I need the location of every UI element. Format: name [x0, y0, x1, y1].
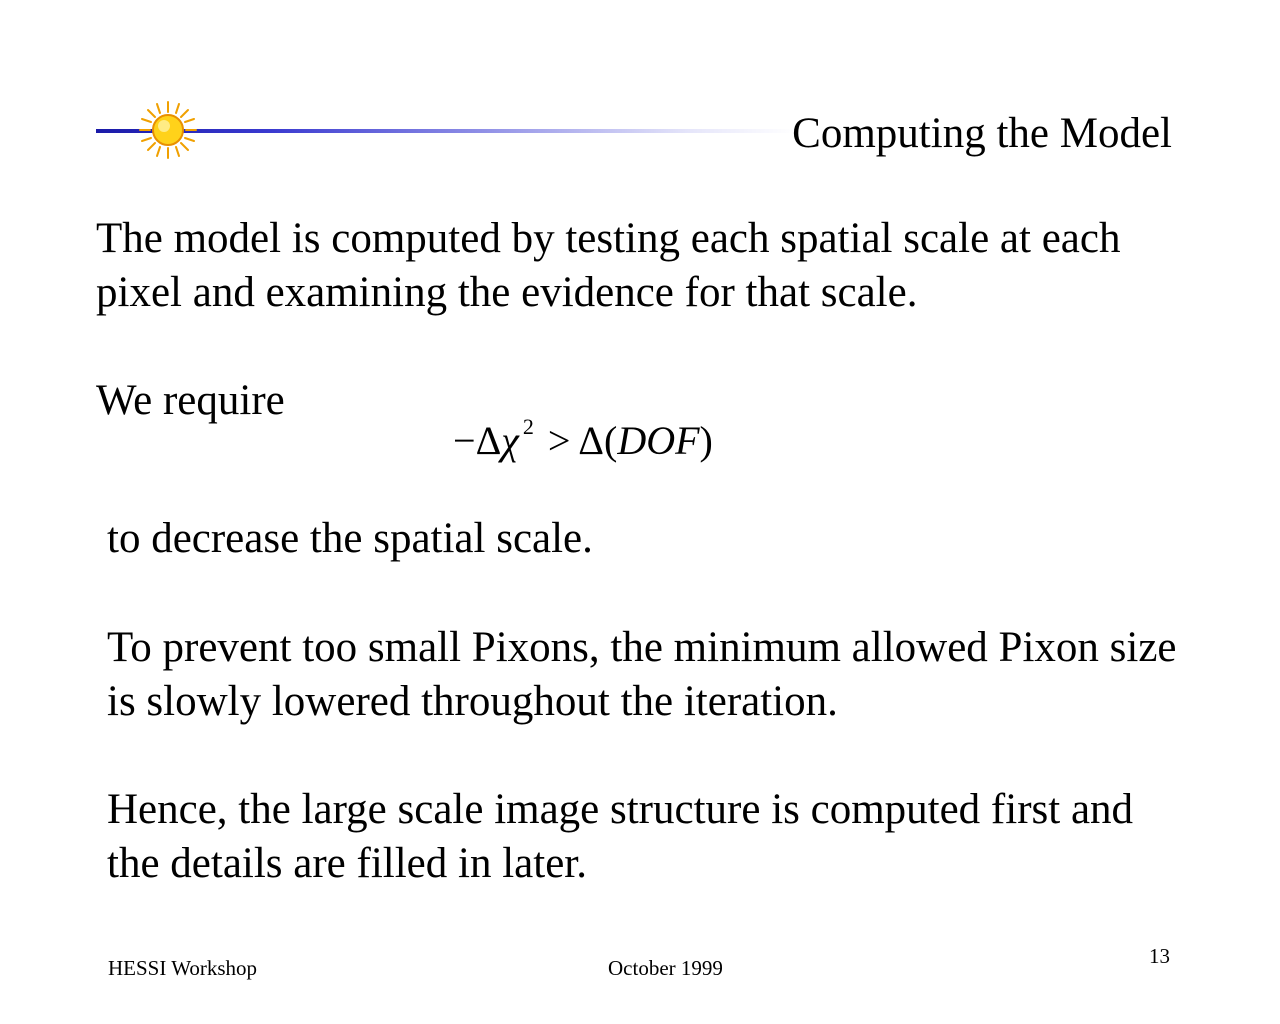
- text-line: the details are filled in later.: [107, 840, 587, 887]
- formula-minus: −: [453, 418, 476, 463]
- chi-square-formula: [453, 402, 713, 466]
- footer-workshop: HESSI Workshop: [108, 956, 258, 980]
- text-line: to decrease the spatial scale.: [107, 515, 593, 562]
- paragraph-we-require: [96, 374, 285, 428]
- formula-exponent: 2: [522, 414, 534, 439]
- text-line: is slowly lowered throughout the iteration.: [107, 678, 838, 725]
- formula-close-paren: ): [699, 418, 713, 463]
- paragraph-pixon-size: [107, 621, 1177, 729]
- formula-dof: DOF: [617, 418, 700, 463]
- footer-date: October 1999: [608, 956, 723, 980]
- page-number: 13: [1149, 944, 1170, 968]
- formula-delta-dof: Δ: [578, 418, 604, 463]
- header-rule: [96, 129, 796, 133]
- text-line: We require: [96, 377, 285, 424]
- sun-icon: [138, 100, 198, 160]
- text-line: To prevent too small Pixons, the minimum allowed Pixon size: [107, 624, 1177, 671]
- formula-greater-than: >: [547, 418, 571, 463]
- text-line: Hence, the large scale image structure is computed first and: [107, 786, 1134, 833]
- formula-chi: χ: [501, 418, 519, 463]
- formula-open-paren: (: [604, 418, 618, 463]
- text-line: The model is computed by testing each spatial scale at each: [96, 215, 1121, 262]
- paragraph-large-scale-first: [107, 783, 1133, 891]
- slide-title: Computing the Model: [792, 110, 1172, 157]
- paragraph-model-computation: [96, 212, 1120, 320]
- formula-delta: Δ: [475, 418, 502, 463]
- text-line: pixel and examining the evidence for that scale.: [96, 269, 918, 316]
- paragraph-decrease-scale: [107, 512, 593, 566]
